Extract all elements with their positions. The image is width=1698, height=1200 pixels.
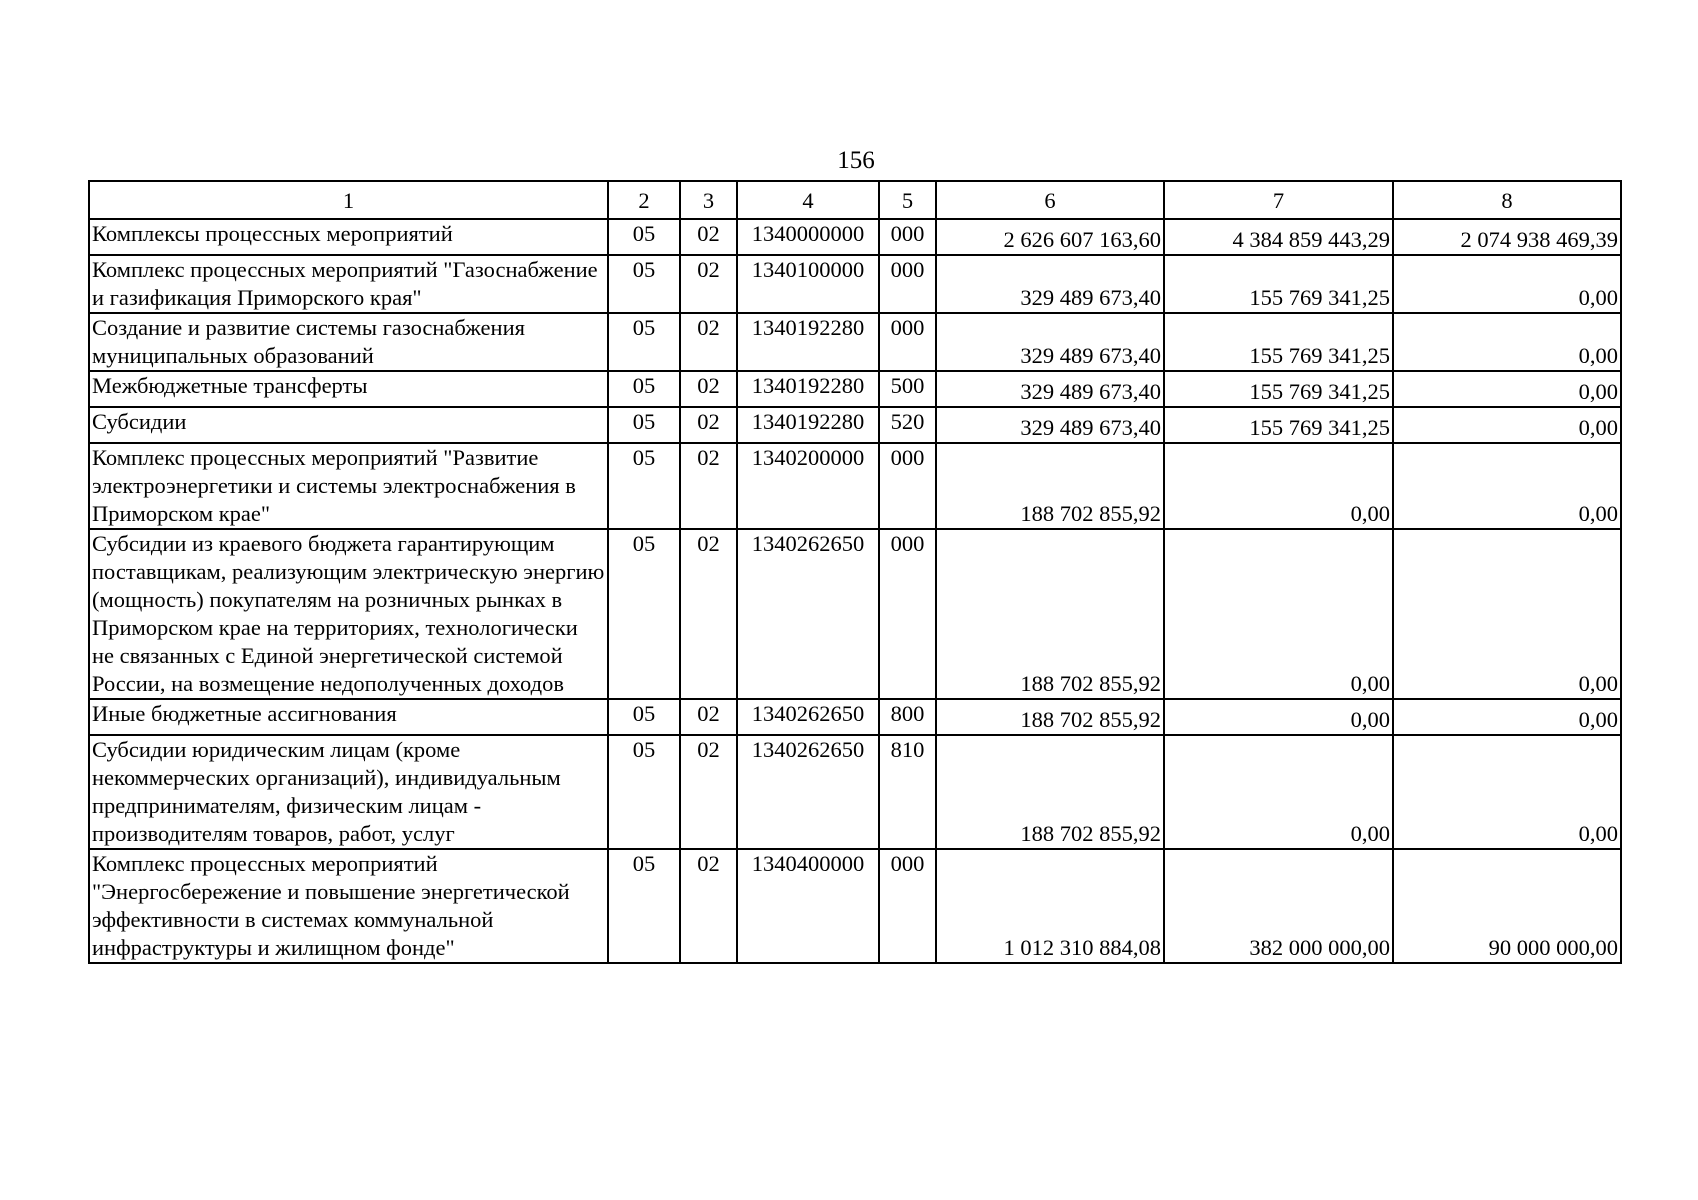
row-amount-8: 0,00 [1393, 313, 1621, 371]
row-section: 05 [608, 255, 680, 313]
row-target-article: 1340400000 [737, 849, 879, 963]
row-amount-7: 155 769 341,25 [1164, 371, 1393, 407]
row-name: Иные бюджетные ассигнования [89, 699, 608, 735]
row-name: Комплекс процессных мероприятий "Энергосбережение и повышение энергетической эффективности в системах коммунальной инфраструктуры и жилищном фонде" [89, 849, 608, 963]
row-section: 05 [608, 443, 680, 529]
row-name: Комплекс процессных мероприятий "Развитие электроэнергетики и системы электроснабжения в Приморском крае" [89, 443, 608, 529]
row-amount-7: 4 384 859 443,29 [1164, 219, 1393, 255]
row-amount-8: 0,00 [1393, 529, 1621, 699]
row-subsection: 02 [680, 219, 737, 255]
row-section: 05 [608, 699, 680, 735]
row-target-article: 1340192280 [737, 371, 879, 407]
row-target-article: 1340262650 [737, 529, 879, 699]
row-amount-7: 0,00 [1164, 443, 1393, 529]
row-section: 05 [608, 735, 680, 849]
row-name: Субсидии юридическим лицам (кроме некоммерческих организаций), индивидуальным предпринимателям, физическим лицам - производителям товаров, работ, услуг [89, 735, 608, 849]
row-amount-8: 90 000 000,00 [1393, 849, 1621, 963]
row-expense-type: 500 [879, 371, 936, 407]
header-cell-1: 1 [89, 181, 608, 219]
row-expense-type: 000 [879, 313, 936, 371]
row-section: 05 [608, 849, 680, 963]
row-target-article: 1340200000 [737, 443, 879, 529]
row-subsection: 02 [680, 407, 737, 443]
row-target-article: 1340100000 [737, 255, 879, 313]
table-row [89, 219, 1621, 255]
header-cell-7: 7 [1164, 181, 1393, 219]
table-row [89, 443, 1621, 529]
row-amount-8: 0,00 [1393, 407, 1621, 443]
row-subsection: 02 [680, 313, 737, 371]
row-subsection: 02 [680, 735, 737, 849]
table-body [89, 219, 1621, 963]
header-row [89, 181, 1621, 219]
table-row [89, 849, 1621, 963]
row-subsection: 02 [680, 443, 737, 529]
row-amount-6: 188 702 855,92 [936, 443, 1164, 529]
row-name: Комплекс процессных мероприятий "Газоснабжение и газификация Приморского края" [89, 255, 608, 313]
budget-table [88, 180, 1622, 964]
row-amount-8: 2 074 938 469,39 [1393, 219, 1621, 255]
row-section: 05 [608, 371, 680, 407]
row-name: Создание и развитие системы газоснабжения муниципальных образований [89, 313, 608, 371]
row-amount-8: 0,00 [1393, 255, 1621, 313]
row-expense-type: 000 [879, 443, 936, 529]
row-expense-type: 000 [879, 529, 936, 699]
row-amount-7: 0,00 [1164, 735, 1393, 849]
header-cell-4: 4 [737, 181, 879, 219]
page-number: 156 [837, 147, 875, 174]
row-amount-6: 1 012 310 884,08 [936, 849, 1164, 963]
row-name: Комплексы процессных мероприятий [89, 219, 608, 255]
header-cell-5: 5 [879, 181, 936, 219]
header-cell-6: 6 [936, 181, 1164, 219]
row-target-article: 1340192280 [737, 313, 879, 371]
row-amount-7: 0,00 [1164, 699, 1393, 735]
row-expense-type: 000 [879, 219, 936, 255]
row-amount-7: 155 769 341,25 [1164, 313, 1393, 371]
header-cell-3: 3 [680, 181, 737, 219]
row-expense-type: 800 [879, 699, 936, 735]
row-section: 05 [608, 407, 680, 443]
table-row [89, 529, 1621, 699]
row-amount-7: 0,00 [1164, 529, 1393, 699]
row-section: 05 [608, 219, 680, 255]
row-amount-7: 155 769 341,25 [1164, 407, 1393, 443]
row-amount-8: 0,00 [1393, 443, 1621, 529]
table-row [89, 313, 1621, 371]
row-amount-6: 329 489 673,40 [936, 255, 1164, 313]
row-amount-6: 329 489 673,40 [936, 313, 1164, 371]
row-target-article: 1340000000 [737, 219, 879, 255]
row-amount-6: 329 489 673,40 [936, 371, 1164, 407]
row-expense-type: 000 [879, 255, 936, 313]
row-amount-8: 0,00 [1393, 699, 1621, 735]
row-amount-8: 0,00 [1393, 371, 1621, 407]
row-subsection: 02 [680, 255, 737, 313]
row-amount-7: 382 000 000,00 [1164, 849, 1393, 963]
table-row [89, 699, 1621, 735]
row-name: Межбюджетные трансферты [89, 371, 608, 407]
table-row [89, 255, 1621, 313]
row-section: 05 [608, 313, 680, 371]
row-name: Субсидии [89, 407, 608, 443]
row-amount-6: 2 626 607 163,60 [936, 219, 1164, 255]
row-target-article: 1340262650 [737, 735, 879, 849]
row-subsection: 02 [680, 699, 737, 735]
table-row [89, 371, 1621, 407]
row-expense-type: 520 [879, 407, 936, 443]
row-expense-type: 810 [879, 735, 936, 849]
row-amount-6: 188 702 855,92 [936, 529, 1164, 699]
row-target-article: 1340192280 [737, 407, 879, 443]
row-amount-8: 0,00 [1393, 735, 1621, 849]
header-cell-8: 8 [1393, 181, 1621, 219]
row-name: Субсидии из краевого бюджета гарантирующим поставщикам, реализующим электрическую энергию (мощность) покупателям на розничных рынках в Приморском крае на территориях, технологически не связанных с Единой энергетической системой России, на возмещение недополученных доходов [89, 529, 608, 699]
row-amount-6: 188 702 855,92 [936, 735, 1164, 849]
table-row [89, 407, 1621, 443]
row-amount-6: 188 702 855,92 [936, 699, 1164, 735]
row-subsection: 02 [680, 371, 737, 407]
row-amount-7: 155 769 341,25 [1164, 255, 1393, 313]
row-target-article: 1340262650 [737, 699, 879, 735]
row-expense-type: 000 [879, 849, 936, 963]
header-cell-2: 2 [608, 181, 680, 219]
row-section: 05 [608, 529, 680, 699]
row-subsection: 02 [680, 529, 737, 699]
table-row [89, 735, 1621, 849]
row-amount-6: 329 489 673,40 [936, 407, 1164, 443]
row-subsection: 02 [680, 849, 737, 963]
